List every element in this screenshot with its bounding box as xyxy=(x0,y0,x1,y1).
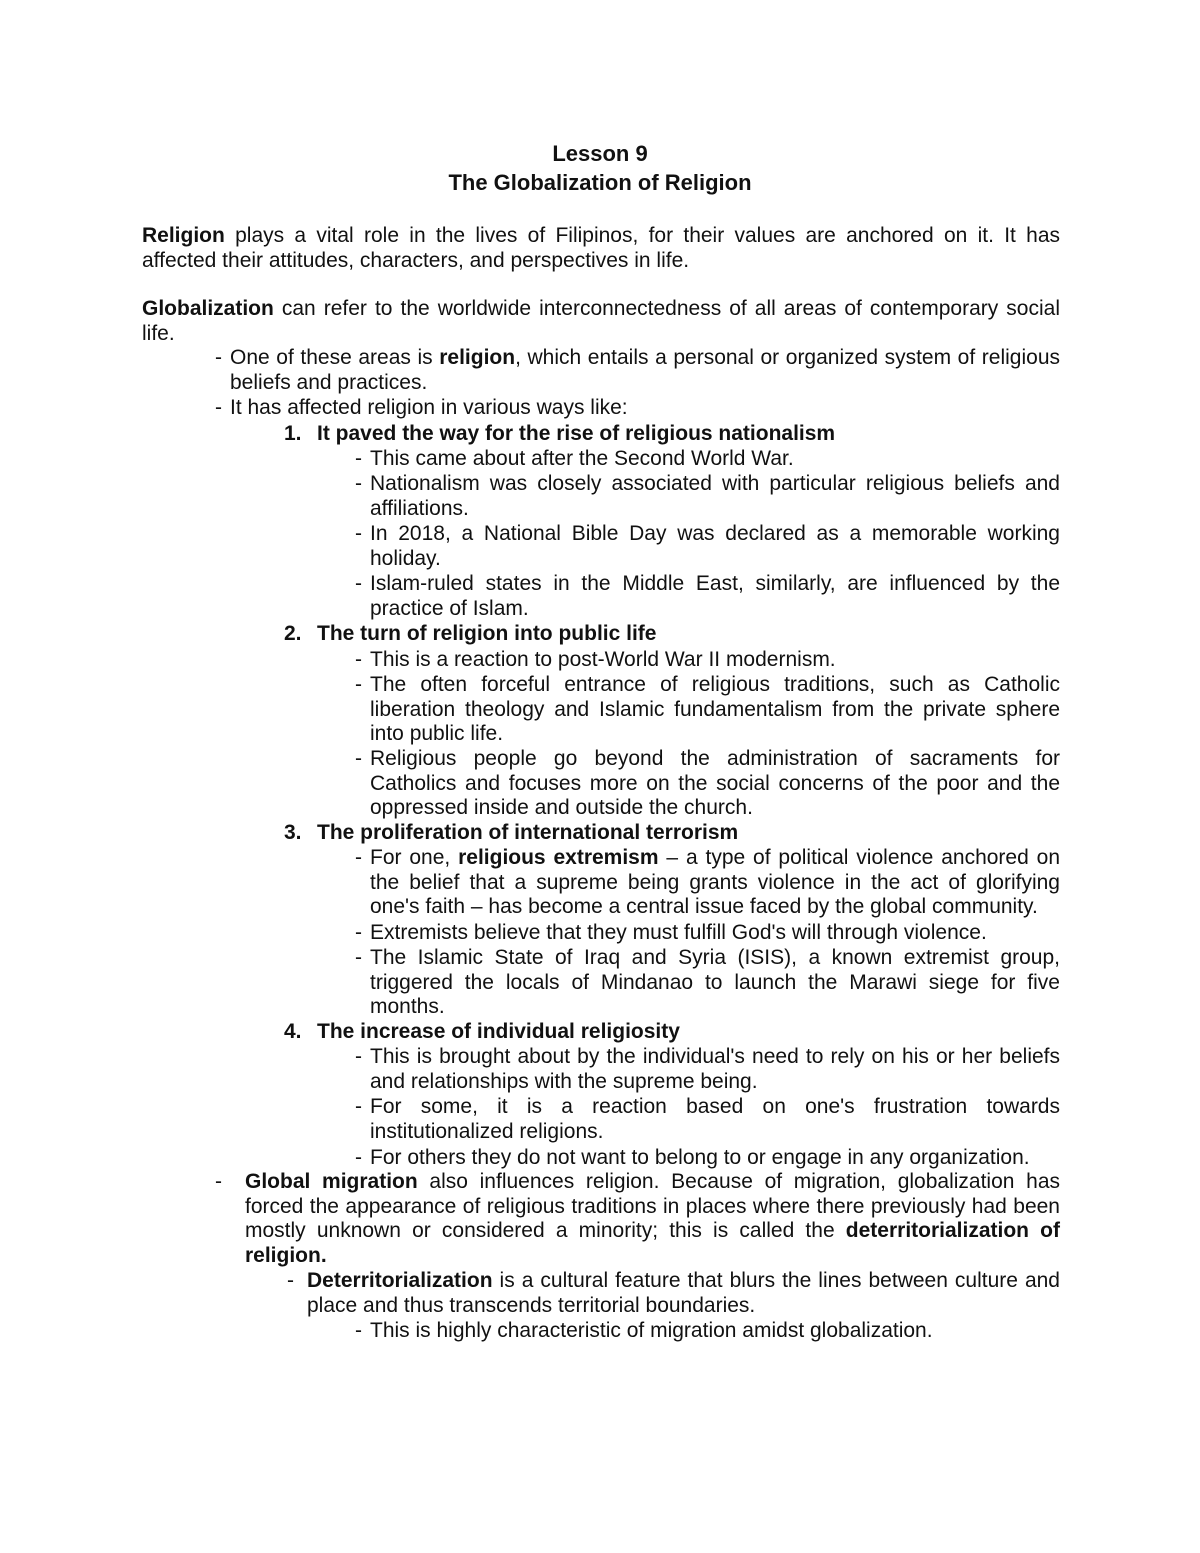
deterritorialization-of-religion-term: deterritorialization of religion. xyxy=(245,1219,1060,1267)
religion-text: plays a vital role in the lives of Filipinos, for their values are anchored on it. It has affected their attitudes, characters, and perspectives in life. xyxy=(142,224,1060,272)
section-number: 1. xyxy=(284,422,302,445)
bullet-dash: - xyxy=(215,396,222,419)
lesson-title: The Globalization of Religion xyxy=(448,170,752,195)
globalization-text: can refer to the worldwide interconnectedness of all areas of contemporary social life. xyxy=(142,297,1060,345)
bullet-text: It has affected religion in various ways like: xyxy=(230,396,628,419)
deterritorialization-term: Deterritorialization xyxy=(307,1269,493,1292)
bullet-text: One of these areas is religion, which entails a personal or organized system of religious beliefs and practices. xyxy=(230,346,1060,394)
document-page: Lesson 9 The Globalization of Religion Religion plays a vital role in the lives of Filipinos, for their values are anchored on it. It has affected their attitudes, characters, and perspectives in life. Globalization can refer to the worldwide interconnectedness of all areas of contemporary social life. - One of these areas is religion, which entails a personal or organized system of religious beliefs and practices. - It has affected religion in various ways like: 1. It paved the way for the rise of religious nationalism - This came about after the Second World War. - Nationalism was closely associated with particular religious beliefs and affiliations. - In 2018, a National Bible Day was declared as a memorable working holiday. - Islam-ruled states in the Middle East, similarly, are influenced by the practice of Islam. 2. The turn of religion into public life - This is a reaction to post-World War II modernism. - The often forceful entrance of religious traditions, such as Catholic liberation theology and Islamic fundamentalism from the private sphere into public life. - Religious people go beyond the administration of sacraments for Catholics and focuses more on the social concerns of the poor and the oppressed inside and outside the church. 3. The proliferation of international terrorism - For one, religious extremism – a type of political violence anchored on the belief that a supreme being grants violence in the act of glorifying one's faith – has become a central issue faced by the global community. - Extremists believe that they must fulfill God's will through violence. - The Islamic State of Iraq and Syria (ISIS), a known extremist group, triggered the locals of Mindanao to launch the Marawi siege for five months. 4. The increase of individual religiosity - This is brought about by the individual's need to rely on his or her beliefs and relationships with the supreme being. - For some, it is a reaction based on one's frustration towards institutionalized religions. - For others they do not want to belong to or engage in any organization. - Global migration also influences religion. Because of migration, globalization has forced the appearance of religious traditions in places where there previously had been mostly unknown or considered a minority; this is called the deterritorialization of religion. - Deterritorialization is a cultural feature that blurs the lines between culture and place and thus transcends territorial boundaries. - This is highly characteristic of migration amidst globalization. xyxy=(0,0,1200,1553)
section-number: 2. xyxy=(284,622,302,645)
globalization-term: Globalization xyxy=(142,297,274,320)
section-heading-text: The proliferation of international terrorism xyxy=(317,821,739,844)
section-number: 4. xyxy=(284,1020,302,1043)
section-heading-text: It paved the way for the rise of religious nationalism xyxy=(317,422,836,445)
bullet-dash: - xyxy=(215,346,222,369)
religion-term: religion xyxy=(439,346,516,369)
religious-extremism-term: religious extremism xyxy=(458,846,659,869)
section-number: 3. xyxy=(284,821,302,844)
lesson-number: Lesson 9 xyxy=(552,141,648,166)
religion-term: Religion xyxy=(142,224,225,247)
section-heading-text: The turn of religion into public life xyxy=(317,622,657,645)
section-heading-text: The increase of individual religiosity xyxy=(317,1020,680,1043)
religion-paragraph xyxy=(142,224,1060,273)
global-migration-term: Global migration xyxy=(245,1170,418,1193)
globalization-paragraph xyxy=(142,297,1060,346)
